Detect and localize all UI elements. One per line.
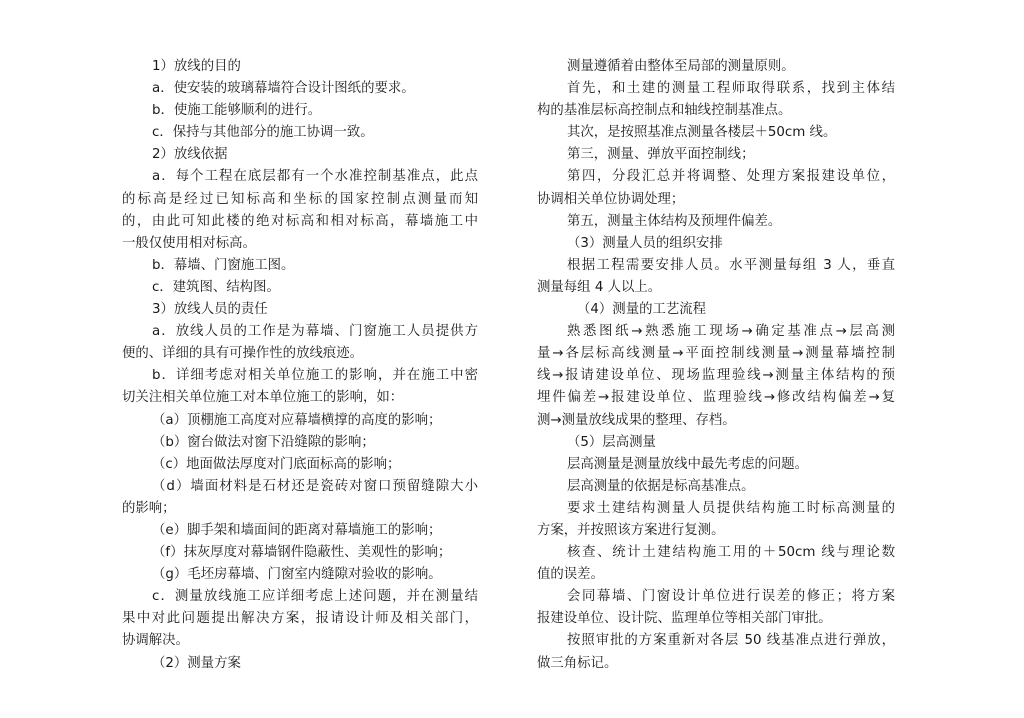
left-column-line: 果中对此问题提出解决方案，报请设计师及相关部门， (122, 611, 478, 627)
left-column-line: 一般仅使用相对标高。 (122, 235, 256, 251)
right-column (537, 56, 895, 675)
right-column-line: 第四，分段汇总并将调整、处理方案报建设单位， (567, 169, 895, 185)
left-column-line: （e）脚手架和墙面间的距离对幕墙施工的影响； (152, 522, 442, 538)
left-column-line: 便的、详细的具有可操作性的放线痕迹。 (122, 346, 364, 362)
right-column-line: （5）层高测量 (567, 434, 656, 450)
left-column-line: 2）放线依据 (152, 147, 228, 163)
right-column-line: （3）测量人员的组织安排 (567, 235, 723, 251)
left-column (122, 56, 478, 675)
left-column-line: a．使安装的玻璃幕墙符合设计图纸的要求。 (152, 81, 415, 97)
right-column-line: 层高测量的依据是标高基准点。 (567, 478, 755, 494)
left-column-line: a．放线人员的工作是为幕墙、门窗施工人员提供方 (152, 324, 478, 340)
right-column-line: 协调相关单位协调处理； (537, 191, 685, 207)
left-column-line: b．使施工能够顺利的进行。 (152, 103, 322, 119)
right-column-line: 熟悉图纸→熟悉施工现场→确定基准点→层高测 (567, 324, 895, 340)
right-column-line: 层高测量是测量放线中最先考虑的问题。 (567, 456, 809, 472)
left-column-line: b．详细考虑对相关单位施工的影响，并在施工中密 (152, 368, 478, 384)
right-column-line: 埋件偏差→报建设单位、监理验线→修改结构偏差→复 (537, 390, 895, 406)
left-column-line: （2）测量方案 (152, 655, 241, 671)
right-column-line: 其次，是按照基准点测量各楼层＋50cm 线。 (567, 125, 837, 141)
left-column-line: 协调解决。 (122, 633, 189, 649)
right-column-line: 测→测量放线成果的整理、存档。 (537, 412, 736, 428)
left-column-line: c．建筑图、结构图。 (152, 279, 280, 295)
left-column-line: 切关注相关单位施工对本单位施工的影响，如： (122, 390, 404, 406)
left-column-line: 3）放线人员的责任 (152, 302, 268, 318)
right-column-line: 核查、统计土建结构施工用的＋50cm 线与理论数 (567, 545, 895, 561)
right-column-line: 测量遵循着由整体至局部的测量原则。 (567, 59, 795, 74)
left-column-line: a．每个工程在底层都有一个水准控制基准点，此点 (152, 169, 478, 185)
right-column-line: 要求土建结构测量人员提供结构施工时标高测量的 (567, 500, 895, 516)
right-column-line: 根据工程需要安排人员。水平测量每组 3 人，垂直 (567, 257, 895, 273)
right-column-line: 会同幕墙、门窗设计单位进行误差的修正；将方案 (567, 589, 895, 605)
right-column-line: （4）测量的工艺流程 (577, 302, 707, 318)
left-column-line: （f）抹灰厚度对幕墙钢件隐蔽性、美观性的影响； (152, 545, 452, 561)
right-column-line: 按照审批的方案重新对各层 50 线基准点进行弹放， (567, 633, 895, 649)
right-column-line: 量→各层标高线测量→平面控制线测量→测量幕墙控制 (537, 346, 895, 362)
left-column-line: b．幕墙、门窗施工图。 (152, 257, 295, 273)
left-column-line: 的影响； (122, 500, 176, 516)
right-column-line: 第五，测量主体结构及预埋件偏差。 (567, 213, 782, 229)
right-column-line: 首先，和土建的测量工程师取得联系，找到主体结 (567, 81, 895, 97)
left-column-line: 1）放线的目的 (152, 59, 241, 74)
right-column-line: 值的误差。 (537, 567, 604, 583)
right-column-line: 方案，并按照该方案进行复测。 (537, 522, 725, 538)
right-column-line: 报建设单位、设计院、监理单位等相关部门审批。 (537, 611, 832, 627)
right-column-line: 构的基准层标高控制点和轴线控制基准点。 (537, 103, 792, 119)
right-column-line: 做三角标记。 (537, 655, 618, 671)
left-column-line: （d）墙面材料是石材还是瓷砖对窗口预留缝隙大小 (152, 478, 478, 494)
left-column-line: 的，由此可知此楼的绝对标高和相对标高，幕墙施工中 (122, 213, 478, 229)
left-column-line: c．测量放线施工应详细考虑上述问题，并在测量结 (152, 589, 478, 605)
right-column-line: 线→报请建设单位、现场监理验线→测量主体结构的预 (537, 368, 895, 384)
left-column-line: （b）窗台做法对窗下沿缝隙的影响； (152, 434, 375, 450)
left-column-line: （a）顶棚施工高度对应幕墙横撑的高度的影响； (152, 412, 442, 428)
left-column-line: 的标高是经过已知标高和坐标的国家控制点测量而知 (122, 191, 478, 207)
left-column-line: c．保持与其他部分的施工协调一致。 (152, 125, 374, 141)
left-column-line: （g）毛坯房幕墙、门窗室内缝隙对验收的影响。 (152, 567, 442, 583)
right-column-line: 测量每组 4 人以上。 (537, 279, 662, 295)
right-column-line: 第三，测量、弹放平面控制线； (567, 147, 755, 163)
left-column-line: （c）地面做法厚度对门底面标高的影响； (152, 456, 401, 472)
